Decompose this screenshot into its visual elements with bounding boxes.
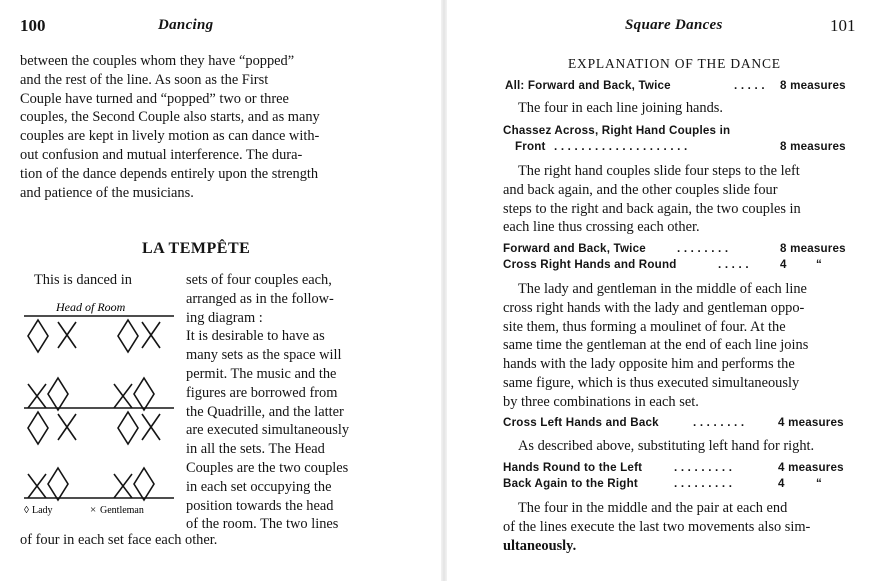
side-line: It is desirable to have as [186, 328, 325, 345]
figure-cross-left-label: Cross Left Hands and Back [503, 416, 659, 429]
side-line: many sets as the space will [186, 347, 342, 364]
desc-chassez [503, 162, 855, 237]
figure-cross-left-leader: . . . . . . . . [693, 416, 745, 429]
lady-diamond-marker [48, 468, 68, 500]
figure-back-again-leader: . . . . . . . . . [674, 477, 733, 490]
gentleman-cross-marker [28, 474, 46, 498]
desc-line: ultaneously. [503, 537, 577, 554]
last-line-left [20, 531, 370, 550]
gentleman-cross-marker [58, 322, 76, 348]
figure-back-again-measure: 4 [778, 477, 785, 490]
intro-line: and the rest of the line. As soon as the First [20, 71, 269, 88]
desc-line: and back again, and the other couples slide four [503, 181, 778, 198]
figure-forward-back-leader: . . . . . [734, 79, 765, 92]
figure-cross-left-measure: 4 measures [778, 416, 844, 429]
lady-diamond-marker [118, 320, 138, 352]
desc-line: hands with the lady opposite him and performs the [503, 356, 795, 373]
lady-diamond-marker [134, 468, 154, 500]
figure-forward-back-twice-label: Forward and Back, Twice [503, 242, 646, 255]
legend-gentleman-glyph: × [90, 504, 97, 516]
side-line: ing diagram : [186, 309, 263, 326]
figure-forward-back-twice-measure: 8 measures [780, 242, 846, 255]
desc-line: The lady and gentleman in the middle of each line [518, 281, 807, 297]
desc-line: same time the gentleman at the end of each line joins [503, 337, 809, 354]
desc-moulinet [503, 280, 855, 412]
side-line: figures are borrowed from [186, 384, 338, 401]
figure-chassez-measure: 8 measures [780, 140, 846, 153]
desc-line: The right hand couples slide four steps to the left [518, 163, 800, 179]
desc-line: site them, thus forming a moulinet of four. At the [503, 318, 786, 335]
section-title-la-tempete: LA TEMPÊTE [142, 240, 251, 257]
lady-diamond-marker [118, 412, 138, 444]
side-line: Couples are the two couples [186, 459, 349, 476]
figure-forward-back-measure: 8 measures [780, 79, 846, 92]
desc-line: The four in the middle and the pair at each end [518, 500, 788, 516]
head-of-room-label: Head of Room [56, 300, 126, 314]
side-line: the Quadrille, and the latter [186, 403, 344, 420]
intro-line: out confusion and mutual interference. The dura- [20, 146, 303, 163]
side-line: in each set occupying the [186, 478, 332, 495]
running-head-right: Square Dances [625, 17, 723, 33]
page-number-right: 101 [830, 16, 856, 35]
lady-diamond-marker [134, 378, 154, 410]
figure-hands-round-label: Hands Round to the Left [503, 461, 643, 474]
desc-line: of the lines execute the last two movements also sim- [503, 518, 811, 535]
desc-left-hand: As described above, substituting left hand for right. [518, 438, 815, 454]
right-page [448, 0, 875, 581]
desc-line: each line thus crossing each other. [503, 219, 700, 236]
legend-lady-label: Lady [32, 505, 53, 516]
desc-joining-hands: The four in each line joining hands. [518, 100, 724, 116]
side-line: arranged as in the follow- [186, 290, 334, 307]
intro-line: couples, the Second Couple also starts, and as many [20, 109, 320, 126]
lady-diamond-marker [28, 320, 48, 352]
figure-hands-round-leader: . . . . . . . . . [674, 461, 733, 474]
figure-cross-right-label: Cross Right Hands and Round [503, 258, 677, 271]
figure-back-again-ditto: “ [816, 477, 822, 490]
legend-gentleman-label: Gentleman [100, 505, 144, 516]
figure-chassez-label: Chassez Across, Right Hand Couples in [503, 124, 731, 137]
last-line-text: of four in each set face each other. [20, 532, 218, 548]
figure-back-again-label: Back Again to the Right [503, 477, 638, 490]
gentleman-cross-marker [114, 474, 132, 498]
desc-line: by three combinations in each set. [503, 393, 699, 410]
figure-cross-right-ditto: “ [816, 258, 822, 271]
figure-forward-back-twice-leader: . . . . . . . . [677, 242, 729, 255]
desc-simultaneous [503, 499, 855, 555]
gentleman-cross-marker [142, 322, 160, 348]
intro-line: tion of the dance depends entirely upon the strength [20, 165, 319, 182]
gentleman-cross-marker [58, 414, 76, 440]
side-line: of the room. The two lines [186, 516, 339, 533]
figure-cross-right-leader: . . . . . [718, 258, 749, 271]
first-line-text: This is danced in [34, 272, 132, 288]
first-line-left [34, 271, 174, 290]
book-gutter [441, 0, 447, 581]
figure-chassez-leader: . . . . . . . . . . . . . . . . . . . . [554, 140, 688, 153]
side-line: position towards the head [186, 497, 334, 514]
lady-diamond-marker [48, 378, 68, 410]
intro-line: couples are kept in lively motion as can dance with- [20, 128, 320, 145]
figure-cross-right-measure: 4 [780, 258, 787, 271]
explanation-title: EXPLANATION OF THE DANCE [568, 56, 781, 71]
page-number-left: 100 [20, 16, 46, 35]
dance-set-diagram [18, 296, 180, 522]
legend-lady-glyph: ◊ [24, 505, 29, 516]
side-line: in all the sets. The Head [186, 441, 325, 458]
side-line: permit. The music and the [186, 365, 337, 382]
intro-line: between the couples whom they have “popped” [20, 53, 295, 69]
figure-hands-round-measure: 4 measures [778, 461, 844, 474]
lady-diamond-marker [28, 412, 48, 444]
side-line: sets of four couples each, [186, 272, 332, 288]
intro-line: Couple have turned and “popped” two or three [20, 90, 289, 107]
desc-line: steps to the right and back again, the two couples in [503, 200, 801, 217]
figure-chassez-front-label: Front [515, 140, 546, 153]
desc-line: cross right hands with the lady and gentleman oppo- [503, 299, 805, 316]
running-head-left: Dancing [158, 17, 214, 33]
gentleman-cross-marker [114, 384, 132, 408]
side-line: are executed simultaneously [186, 422, 350, 439]
desc-line: same figure, which is thus executed simultaneously [503, 374, 800, 391]
side-column [186, 271, 370, 534]
intro-paragraph [20, 52, 370, 202]
figure-forward-back-label: All: Forward and Back, Twice [505, 79, 671, 92]
intro-line: and patience of the musicians. [20, 184, 194, 201]
gentleman-cross-marker [28, 384, 46, 408]
gentleman-cross-marker [142, 414, 160, 440]
